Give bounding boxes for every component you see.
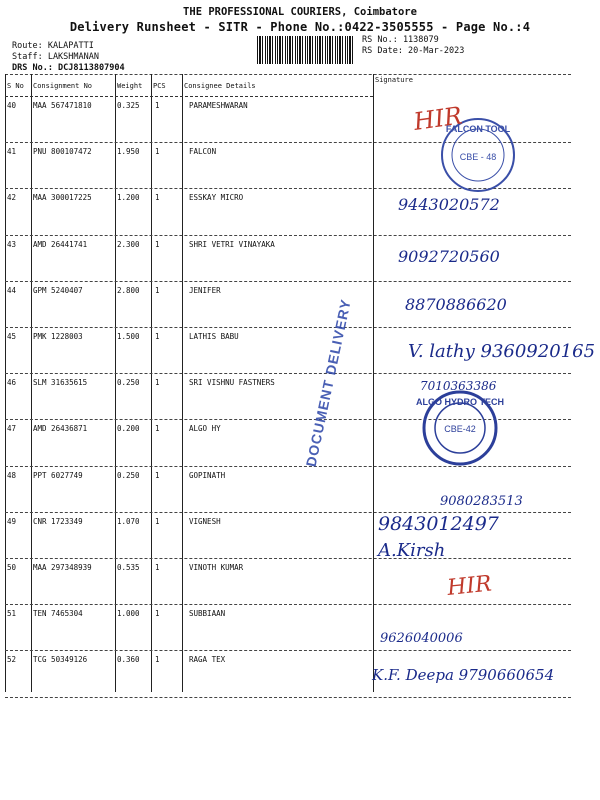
hir-mark-row40: HIR [411,101,464,136]
sig-row49-phone: 9843012497 [378,513,499,535]
sig-row44: 8870886620 [405,295,507,314]
cell-sno: 40 [7,101,17,110]
cell-consignee: VIGNESH [189,516,221,526]
cell-sno: 42 [7,193,17,203]
cell-weight: 0.250 [117,470,140,480]
cell-pcs: 1 [155,332,160,341]
cell-pcs: 1 [155,285,160,295]
cell-pcs: 1 [155,516,160,526]
cell-pcs: 1 [155,655,160,665]
col-weight: Weight [117,82,143,90]
cell-sno: 45 [7,332,17,341]
cell-pcs: 1 [155,239,160,249]
cell-sno: 46 [7,378,17,388]
cell-sno: 44 [7,285,17,295]
cell-sno: 48 [7,470,17,480]
sig-row48: 9080283513 [440,494,523,509]
cell-consignee: SUBBIAAN [189,609,226,619]
company-title: THE PROFESSIONAL COURIERS, Coimbatore [183,6,417,18]
col-consignment: Consignment No [33,82,93,90]
cell-consignment: PMK 1228003 [33,332,83,341]
cell-sno: 43 [7,239,17,249]
rs-date: RS Date: 20-Mar-2023 [362,46,465,56]
staff-label: Staff: LAKSHMANAN [12,52,99,62]
algo-seal-top: ALGO HYDRO TECH [415,397,505,407]
cell-consignment: AMD 26436871 [33,424,88,434]
sig-row51: 9626040006 [380,631,463,646]
cell-sno: 50 [7,563,17,572]
cell-sno: 47 [7,424,17,434]
cell-pcs: 1 [155,563,160,572]
drs-number: DRS No.: DCJ8113807904 [12,63,125,73]
cell-consignee: SHRI VETRI VINAYAKA [189,239,275,249]
cell-consignment: AMD 26441741 [33,239,88,249]
col-sno: S No [7,82,24,90]
document-delivery-stamp: DOCUMENT DELIVERY [302,297,354,469]
cell-weight: 0.200 [117,424,140,434]
sig-row43: 9092720560 [398,247,500,266]
cell-consignee: GOPINATH [189,470,226,480]
cell-pcs: 1 [155,147,160,157]
cell-weight: 0.535 [117,563,140,572]
sig-row49-name: A.Kirsh [378,540,446,561]
cell-consignee: FALCON [189,147,217,157]
sig-row42: 9443020572 [398,195,500,214]
cell-weight: 2.800 [117,285,140,295]
cell-consignee: RAGA TEX [189,655,226,665]
cell-consignment: MAA 297348939 [33,563,92,572]
runsheet-title: Delivery Runsheet - SITR - Phone No.:0422-3505555 - Page No.:4 [69,20,531,34]
cell-consignee: VINOTH KUMAR [189,563,244,572]
cell-consignment: TEN 7465304 [33,609,83,619]
cell-consignment: SLM 31635615 [33,378,88,388]
cell-pcs: 1 [155,378,160,388]
col-consignee: Consignee Details [184,82,256,90]
cell-weight: 1.500 [117,332,140,341]
falcon-seal-mid: CBE - 48 [459,152,497,162]
cell-weight: 0.360 [117,655,140,665]
sig-row52: K.F. Deepa 9790660654 [372,666,555,684]
cell-consignee: ESSKAY MICRO [189,193,244,203]
cell-weight: 2.300 [117,239,140,249]
cell-sno: 51 [7,609,17,619]
cell-consignment: PPT 6027749 [33,470,83,480]
cell-consignee: ALGO HY [189,424,221,434]
falcon-seal-top: FALCON TOOL [445,124,511,134]
algo-seal-mid: CBE-42 [444,424,476,434]
sig-row46: 7010363386 [420,379,497,393]
cell-pcs: 1 [155,424,160,434]
hir-mark-row50: HIR [446,571,493,601]
rs-number: RS No.: 1138079 [362,35,439,45]
cell-weight: 0.250 [117,378,140,388]
cell-weight: 0.325 [117,101,140,110]
cell-consignment: GPM 5240407 [33,285,83,295]
cell-sno: 52 [7,655,17,665]
cell-consignee: SRI VISHNU FASTNERS [189,378,275,388]
col-signature: Signature [375,76,413,84]
cell-weight: 1.000 [117,609,140,619]
cell-pcs: 1 [155,193,160,203]
cell-pcs: 1 [155,609,160,619]
route-label: Route: KALAPATTI [12,41,94,51]
cell-consignment: MAA 567471810 [33,101,92,110]
sig-row45: V. lathy 9360920165 [408,341,596,362]
cell-weight: 1.200 [117,193,140,203]
cell-consignee: LATHIS BABU [189,332,239,341]
algo-seal [416,392,504,464]
cell-sno: 41 [7,147,17,157]
cell-pcs: 1 [155,470,160,480]
cell-pcs: 1 [155,101,160,110]
col-pcs: PCS [153,82,166,90]
cell-consignee: PARAMESHWARAN [189,101,248,110]
cell-consignment: CNR 1723349 [33,516,83,526]
cell-weight: 1.950 [117,147,140,157]
cell-consignment: PNU 800107472 [33,147,92,157]
cell-consignee: JENIFER [189,285,221,295]
cell-sno: 49 [7,516,17,526]
cell-consignment: TCG 50349126 [33,655,88,665]
cell-consignment: MAA 300017225 [33,193,92,203]
cell-weight: 1.070 [117,516,140,526]
